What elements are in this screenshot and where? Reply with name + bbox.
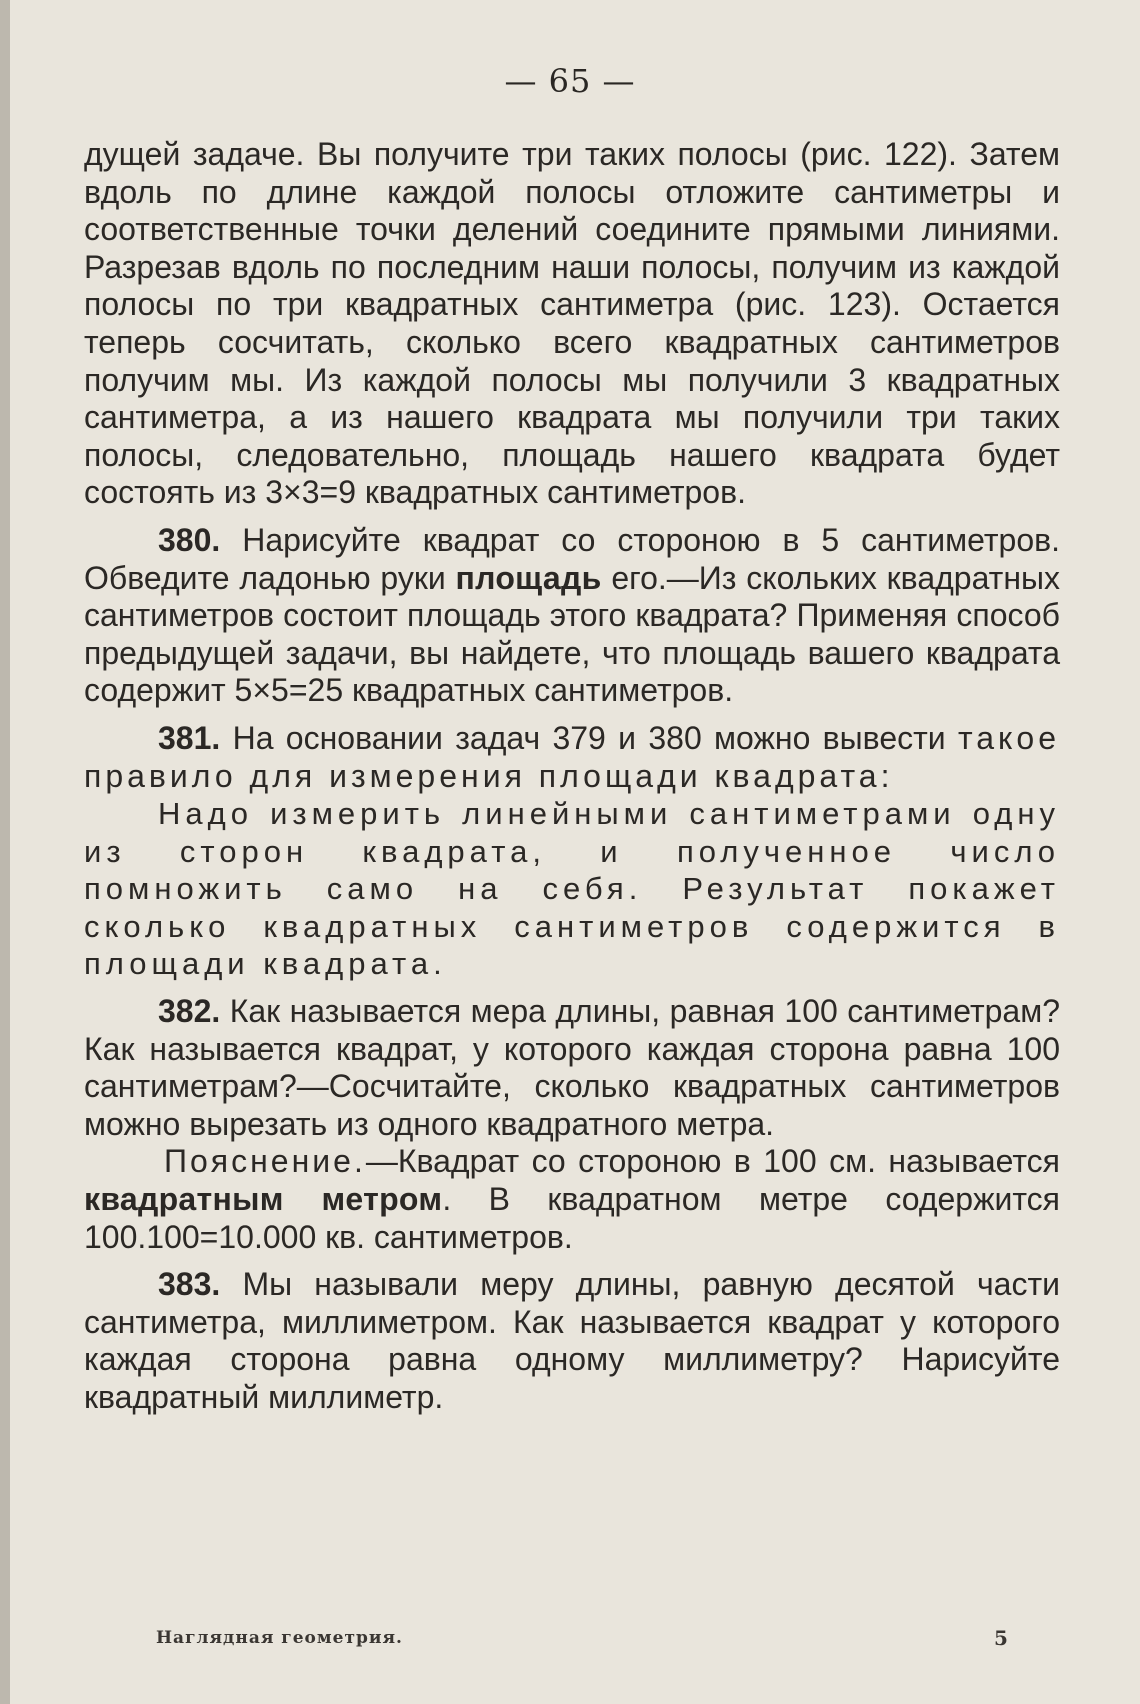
paragraph-continuation: дущей задаче. Вы получите три таких полосы (рис. 122). Затем вдоль по длине каждой полосы отложите сантиметры и соответственные точки делений соедините прямыми линиями. Разрезав вдоль по последним наши полосы, получим из каждой полосы по три квадратных сантиметра (рис. 123). Остается теперь сосчитать, сколько всего квадратных сантиметров получим мы. Из каждой полосы мы получили 3 квадратных сантиметра, а из нашего квадрата мы получили три таких полосы, следовательно, площадь нашего квадрата будет состоять из 3×3=9 квадратных сантиметров.	[84, 136, 1060, 511]
problem-number: 380.	[158, 521, 221, 558]
problem-text: Мы называли меру длины, равную десятой части сантиметра, миллиметром. Как называется квадрат у которого каждая сторона равна одному миллиметру? Нарисуйте квадратный миллиметр.	[84, 1266, 1060, 1415]
problem-text: На основании задач 379 и 380 можно вывести	[220, 719, 958, 756]
note-title: Пояснение.	[164, 1143, 366, 1180]
problem-381	[84, 720, 1060, 795]
signature-mark: 5	[994, 1626, 1008, 1650]
problem-number: 383.	[158, 1266, 221, 1303]
problem-number: 381.	[158, 719, 221, 756]
emphasis: площадь	[455, 559, 602, 596]
problem-text: Нарисуйте квадрат со стороною в 5 сантиметров. Обведите ладонью руки	[84, 521, 1060, 596]
page-edge	[0, 0, 10, 1704]
footer-title: Наглядная геометрия.	[156, 1628, 403, 1648]
problem-number: 382.	[158, 993, 221, 1030]
problem-text: его.—Из скольких квадратных сантиметров состоит площадь этого квадрата? Применяя способ предыдущей задачи, вы найдете, что площадь вашего квадрата содержит 5×5=25 квадратных сантиметров.	[84, 559, 1060, 709]
problem-380	[84, 522, 1060, 710]
problem-383	[84, 1266, 1060, 1416]
note-text: —Квадрат со стороною в 100 см. называется	[365, 1143, 1060, 1180]
rule-statement: Надо измерить линейными сантиметрами одну из сторон квадрата, и полученное число помножить само на себя. Результат покажет сколько квадратных сантиметров содержится в площади квадрата.	[84, 796, 1060, 982]
emphasis-spaced: такое правило для измерения площади квадрата:	[84, 719, 1060, 794]
emphasis: квадратным метром	[84, 1181, 443, 1218]
problem-text: Как называется мера длины, равная 100 сантиметрам? Как называется квадрат, у которого каждая сторона равна 100 сантиметрам?—Сосчитайте, сколько квадратных сантиметров можно вырезать из одного квадратного метра.	[84, 993, 1060, 1142]
explanation-note	[84, 1143, 1060, 1256]
problem-382	[84, 993, 1060, 1143]
page-number: — 65 —	[504, 62, 636, 100]
page-body	[84, 136, 1060, 1417]
note-text: . В квадратном метре содержится 100.100=10.000 кв. сантиметров.	[84, 1181, 1060, 1255]
